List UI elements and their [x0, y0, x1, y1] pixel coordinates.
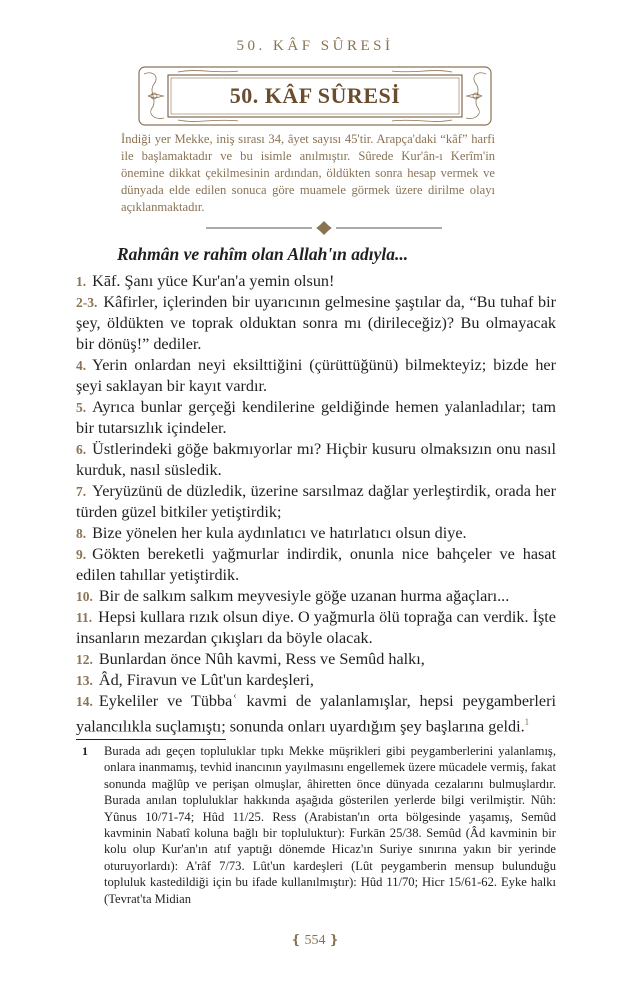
verse-2-3	[76, 292, 556, 355]
verse-6	[76, 439, 556, 481]
verse-text: Kāf. Şanı yüce Kur'an'a yemin olsun!	[92, 272, 335, 290]
basmala: Rahmân ve rahîm olan Allah'ın adıyla...	[117, 244, 409, 264]
verse-number: 7.	[76, 484, 87, 499]
verse-text: Yerin onlardan neyi eksilttiğini (çürüttüğünü) bilmekteyiz; bizde her şeyi saklayan bir kayıt vardır.	[76, 356, 556, 395]
verse-10	[76, 586, 556, 607]
verse-number: 10.	[76, 589, 93, 604]
verse-number: 12.	[76, 652, 93, 667]
surah-title: 50. KÂF SÛRESİ	[229, 83, 401, 108]
verse-number: 6.	[76, 442, 87, 457]
verse-text: Yeryüzünü de düzledik, üzerine sarsılmaz dağlar yerleştirdik, orada her türden güzel bitkiler yetiştirdik;	[76, 482, 556, 521]
surah-introduction: İndiği yer Mekke, iniş sırası 34, âyet sayısı 45'tir. Arapça'daki “kâf” harfi ile başlamaktadır ve bu isimle anılmıştır. Sûrede Kur'ân-ı Kerîm'in önemine dikkat çekilmesinin ardından, öldükten sonra hesap vermek ve dünyada elde edilen sonuca göre muamele görmek üzere dirilme olayı açıklanmaktadır.	[121, 132, 495, 214]
verse-number: 9.	[76, 547, 87, 562]
footnote	[76, 743, 556, 907]
page-number-block	[0, 932, 630, 949]
verse-5	[76, 397, 556, 439]
verse-number: 4.	[76, 358, 87, 373]
verse-list	[76, 271, 556, 737]
verse-number: 5.	[76, 400, 87, 415]
verse-number: 8.	[76, 526, 87, 541]
verse-14	[76, 691, 556, 737]
footnote-text: Burada adı geçen topluluklar tıpkı Mekke müşrikleri gibi peygamberlerini yalanlamış, onlara inanmamış, tevhid inancının yayılmasını engellemek üzere mücadele vermiş, fakat sonunda mağlûp ve perişan olmuşlar, âhiretten önce dünyada cezalarını bulmuşlardır. Burada anılan topluluklar hakkında aşağıda gösterilen yerlerde bilgi verilmiştir. Nûh: Yûnus 10/71-74; Hûd 11/25. Ress (Arabistan'ın orta bölgesinde yaşamış, Semûd kavminin Nabatî koluna bağlı bir topluluktur): Furkān 25/38. Semûd (Âd kavminin bir kolu olup Kur'an'ın atıf yaptığı dönemde Hicaz'ın Suriye sınırına yakın bir yerinde oturuyorlardı): A'râf 7/73. Lût'un kardeşleri (Lût peygamberin mensup bulunduğu topluluk kastedildiği için bu ifade kullanılmıştır): Hûd 11/70; Hicr 15/61-62. Eyke halkı (Tevrat'ta Midian	[104, 744, 556, 906]
verse-text: Hepsi kullara rızık olsun diye. O yağmurla ölü toprağa can verdik. İşte insanların mezardan çıkışları da böyle olacak.	[76, 608, 556, 647]
verse-text: Âd, Firavun ve Lût'un kardeşleri,	[98, 671, 314, 689]
right-brace-icon: ❵	[328, 932, 340, 947]
verse-number: 11.	[76, 610, 93, 625]
footnote-number: 1	[82, 744, 88, 758]
footnote-divider	[76, 739, 226, 740]
footnote-marker[interactable]: 1	[524, 717, 530, 727]
verse-9	[76, 544, 556, 586]
verse-text: Eykeliler ve Tübbaʿ kavmi de yalanlamışlar, hepsi peygamberleri yalancılıkla suçlamıştı; sonunda onları uyardığım şey başlarına geldi.	[76, 692, 556, 736]
divider-ornament-icon	[206, 220, 442, 236]
verse-text: Ayrıca bunlar gerçeği kendilerine geldiğinde hemen yalanladılar; tam bir tutarsızlık içindeler.	[76, 398, 556, 437]
running-head: 50. KÂF SÛRESİ	[236, 38, 394, 54]
verse-11	[76, 607, 556, 649]
verse-text: Bunlardan önce Nûh kavmi, Ress ve Semûd halkı,	[98, 650, 425, 668]
verse-text: Bir de salkım salkım meyvesiyle göğe uzanan hurma ağaçları...	[98, 587, 510, 605]
verse-1	[76, 271, 556, 292]
verse-13	[76, 670, 556, 691]
verse-number: 13.	[76, 673, 93, 688]
left-brace-icon: ❴	[290, 932, 302, 947]
verse-12	[76, 649, 556, 670]
verse-7	[76, 481, 556, 523]
verse-text: Kâfirler, içlerinden bir uyarıcının gelmesine şaştılar da, “Bu tuhaf bir şey, öldükten ve toprak olduktan sonra mı (dirileceğiz)? Bu olmayacak bir dönüş!” dediler.	[76, 293, 556, 353]
verse-4	[76, 355, 556, 397]
verse-number: 1.	[76, 274, 87, 289]
title-frame	[138, 66, 492, 126]
verse-text: Bize yönelen her kula aydınlatıcı ve hatırlatıcı olsun diye.	[92, 524, 467, 542]
verse-number: 14.	[76, 694, 93, 709]
page-number: 554	[304, 933, 326, 948]
verse-text: Gökten bereketli yağmurlar indirdik, onunla nice bahçeler ve hasat edilen tahıllar yetiştirdik.	[76, 545, 556, 584]
verse-text: Üstlerindeki göğe bakmıyorlar mı? Hiçbir kusuru olmaksızın onu nasıl kurduk, nasıl süsledik.	[76, 440, 556, 479]
verse-number: 2-3.	[76, 295, 98, 310]
verse-8	[76, 523, 556, 544]
